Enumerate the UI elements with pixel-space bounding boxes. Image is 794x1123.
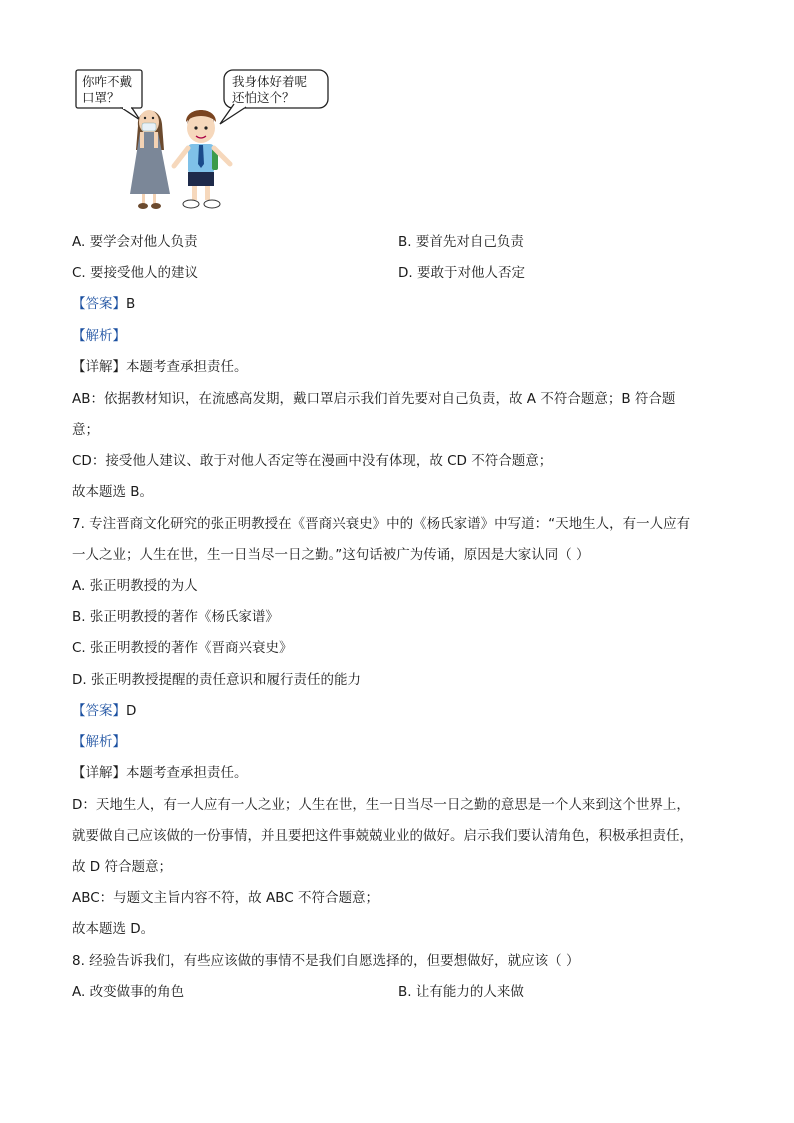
q7-stem-line-1: 7. 专注晋商文化研究的张正明教授在《晋商兴衰史》中的《杨氏家谱》中写道：“天地生人，有一人应有 <box>72 516 691 532</box>
analysis-tag: 【解析】 <box>72 734 126 750</box>
q7-d-line-1: D：天地生人，有一人应有一人之业；人生在世，生一日当尽一日之勤的意思是一个人来到这个世界上， <box>72 797 690 813</box>
q6-ab-line-1: AB：依据教材知识，在流感高发期，戴口罩启示我们首先要对自己负责，故 A 不符合题意；B 符合题 <box>72 391 676 407</box>
q8-option-a: A. 改变做事的角色 <box>72 984 185 1000</box>
detail-text: 本题考查承担责任。 <box>126 765 248 781</box>
q6-option-d: D. 要敢于对他人否定 <box>398 265 525 281</box>
answer-tag: 【答案】 <box>72 703 126 719</box>
detail-text: 本题考查承担责任。 <box>126 359 248 375</box>
q6-ab-line-2: 意； <box>72 422 99 438</box>
answer-value: B <box>126 296 136 312</box>
detail-tag: 【详解】 <box>72 765 126 781</box>
q8-stem: 8. 经验告诉我们，有些应该做的事情不是我们自愿选择的，但要想做好，就应该（ ） <box>72 953 580 969</box>
q7-conclusion: 故本题选 D。 <box>72 921 155 937</box>
q6-analysis-tag <box>72 326 126 346</box>
q7-option-d: D. 张正明教授提醒的责任意识和履行责任的能力 <box>72 672 361 688</box>
cartoon-illustration <box>74 68 334 218</box>
q6-answer <box>72 294 135 314</box>
q8-option-b: B. 让有能力的人来做 <box>398 984 524 1000</box>
q6-option-c: C. 要接受他人的建议 <box>72 265 199 281</box>
q6-conclusion: 故本题选 B。 <box>72 484 154 500</box>
girl-bubble-line-2: 口罩？ <box>82 90 120 105</box>
q6-detail <box>72 357 248 377</box>
q6-option-b: B. 要首先对自己负责 <box>398 234 524 250</box>
q7-analysis-tag <box>72 732 126 752</box>
detail-tag: 【详解】 <box>72 359 126 375</box>
q6-cd-line: CD：接受他人建议、敢于对他人否定等在漫画中没有体现，故 CD 不符合题意； <box>72 453 553 469</box>
boy-figure <box>174 110 230 208</box>
girl-figure <box>130 110 170 209</box>
q7-option-c: C. 张正明教授的著作《晋商兴衰史》 <box>72 640 293 656</box>
q7-detail <box>72 763 248 783</box>
q7-stem-line-2: 一人之业；人生在世，生一日当尽一日之勤。”这句话被广为传诵，原因是大家认同（ ） <box>72 547 590 563</box>
q7-d-line-3: 故 D 符合题意； <box>72 859 172 875</box>
q7-option-b: B. 张正明教授的著作《杨氏家谱》 <box>72 609 279 625</box>
girl-bubble-line-1: 你咋不戴 <box>82 74 133 89</box>
q7-answer <box>72 701 136 721</box>
q6-option-a: A. 要学会对他人负责 <box>72 234 198 250</box>
girl-speech-bubble <box>76 70 142 120</box>
analysis-tag: 【解析】 <box>72 328 126 344</box>
answer-tag: 【答案】 <box>72 296 126 312</box>
q7-d-line-2: 就要做自己应该做的一份事情，并且要把这件事兢兢业业的做好。启示我们要认清角色，积极承担责任， <box>72 828 693 844</box>
boy-speech-bubble <box>220 70 328 124</box>
boy-bubble-line-2: 还怕这个？ <box>232 90 295 105</box>
answer-value: D <box>126 703 137 719</box>
boy-bubble-line-1: 我身体好着呢 <box>232 74 308 89</box>
q7-abc-line: ABC：与题文主旨内容不符，故 ABC 不符合题意； <box>72 890 379 906</box>
q7-option-a: A. 张正明教授的为人 <box>72 578 198 594</box>
